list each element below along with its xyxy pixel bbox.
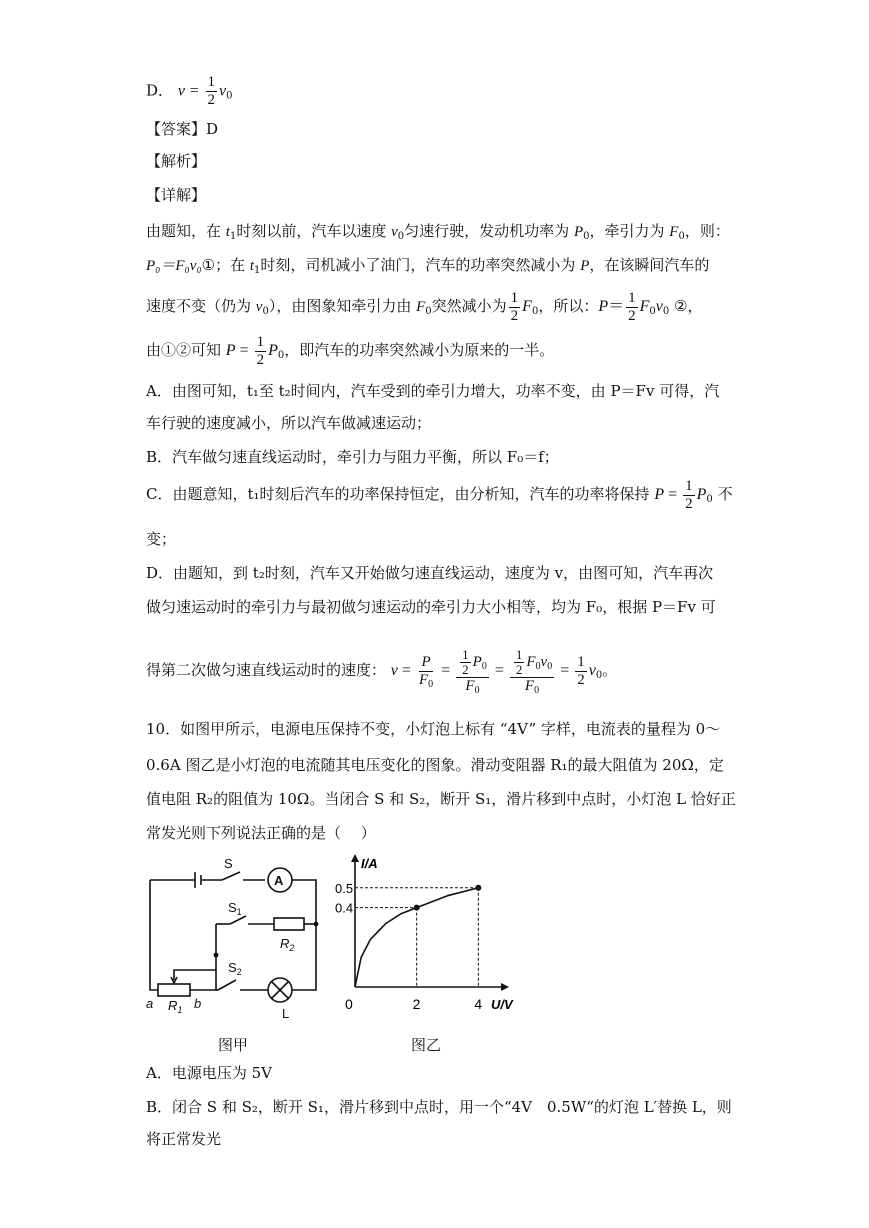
x-tick-label: 0 <box>345 996 353 1012</box>
question-10-line-3: 值电阻 R₂的阻值为 10Ω。当闭合 S 和 S₂，断开 S₁，滑片移到中点时，小灯泡 L 恰好正 <box>146 790 736 808</box>
fraction: $\frac{1}{2}$ <box>577 653 585 688</box>
current-voltage-graph <box>335 852 530 1017</box>
terminal-a-label: a <box>146 996 154 1011</box>
data-point <box>414 905 420 911</box>
detail-line-2: P₀＝F₀v₀①；在 $t_1$时刻，司机减小了油门，汽车的功率突然减小为 P，在该瞬间汽车的 <box>146 256 710 276</box>
y-axis-label: I/A <box>361 856 378 871</box>
ammeter-label: A <box>274 873 284 888</box>
switch-s-label: S <box>224 856 233 871</box>
fraction: $\frac{1}{2}$ <box>256 333 265 368</box>
fraction: $\frac{1}{2}$ <box>207 74 216 108</box>
q10-option-b-line-2: 将正常发光 <box>146 1130 222 1148</box>
option-d-line-2: 做匀速运动时的牵引力与最初做匀速运动的牵引力大小相等，均为 F₀，根据 P＝Fv 可 <box>146 598 716 616</box>
answer-line: 【答案】D <box>146 120 219 138</box>
detail-line-3: 速度不变（仍为 $v_0$），由图象知牵引力由 $F_0$突然减小为 $\frac{1}{2}$ $F_0$，所以：P＝ $\frac{1}{2}$ $F_0v_0$ ②， <box>146 289 703 324</box>
option-d-line-3: 得第二次做匀速直线运动时的速度： v = $\frac{P}{F_0}$ = $\frac{1}{2}$ $P_0$ $F_0$ = $\frac{1}{2}$ $F_0v_0$ $F_0$ = $\frac{1}{2}$ $v_0$。 <box>146 646 618 696</box>
fraction: $\frac{1}{2}$ $P_0$ $F_0$ <box>456 648 489 695</box>
x-tick-label: 4 <box>474 996 483 1012</box>
question-10-line-1: 10．如图甲所示，电源电压保持不变，小灯泡上标有 “4V” 字样，电流表的量程为 0～ <box>146 720 721 738</box>
option-c-line-2: 变； <box>146 530 177 548</box>
fraction: $\frac{1}{2}$ $F_0v_0$ $F_0$ <box>510 648 554 695</box>
fraction: $\frac{1}{2}$ <box>685 477 693 512</box>
detail-line-1: 由题知，在 $t_1$时刻以前，汽车以速度 $v_0$匀速行驶，发动机功率为 $P_0$，牵引力为 $F_0$，则： <box>146 222 730 242</box>
option-b-line: B．汽车做匀速直线运动时，牵引力与阻力平衡，所以 F₀＝f； <box>146 448 559 466</box>
question-10-line-4: 常发光则下列说法正确的是（ ） <box>146 824 376 842</box>
data-point <box>475 885 481 891</box>
switch-s2-label: $S_2$ <box>228 960 242 977</box>
option-a-line-2: 车行驶的速度减小，所以汽车做减速运动； <box>146 414 432 432</box>
option-a-line-1: A．由图可知，t₁至 t₂时间内，汽车受到的牵引力增大，功率不变，由 P＝Fv 可得，汽 <box>146 382 720 400</box>
q10-option-b-line-1: B．闭合 S 和 S₂，断开 S₁，滑片移到中点时，用一个“4V 0.5W“的灯泡 L′替换 L，则 <box>146 1098 732 1116</box>
option-c-line-1: C．由题意知，t₁时刻后汽车的功率保持恒定，由分析知，汽车的功率将保持 P = $\frac{1}{2}$ $P_0$ 不 <box>146 477 733 512</box>
math-eq: = <box>189 82 199 100</box>
fraction: $\frac{1}{2}$ <box>628 289 636 324</box>
r1-label: $R_1$ <box>168 998 183 1015</box>
math-var: v <box>219 82 227 100</box>
switch-s1-label: $S_1$ <box>228 900 242 917</box>
fraction: $\frac{1}{2}$ <box>510 289 519 324</box>
terminal-b-label: b <box>194 996 202 1011</box>
detail-line-4: 由①②可知 P = $\frac{1}{2}$ $P_0$，即汽车的功率突然减小为原来的一半。 <box>146 333 555 368</box>
graph-caption: 图乙 <box>411 1036 442 1054</box>
option-d-line-1: D．由题知，到 t₂时刻，汽车又开始做匀速直线运动，速度为 v，由图可知，汽车再次 <box>146 564 714 582</box>
circuit-diagram <box>140 852 330 1022</box>
y-tick-label: 0.4 <box>335 900 354 916</box>
detail-label: 【详解】 <box>146 186 207 204</box>
x-axis-label: U/V <box>491 997 513 1012</box>
fraction: $\frac{P}{F_0}$ <box>418 653 434 690</box>
circuit-caption: 图甲 <box>218 1036 249 1054</box>
question-10-line-2: 0.6A 图乙是小灯泡的电流随其电压变化的图象。滑动变阻器 R₁的最大阻值为 20Ω，定 <box>146 756 724 774</box>
analysis-label: 【解析】 <box>146 152 207 170</box>
x-tick-label: 2 <box>412 996 421 1012</box>
x-axis-arrow <box>501 983 509 991</box>
i-u-curve <box>355 888 478 987</box>
r2-label: $R_2$ <box>280 936 295 953</box>
math-var: v <box>177 82 185 100</box>
lamp-l-label: L <box>282 1006 290 1021</box>
option-label: D． <box>146 81 174 100</box>
prev-option-d: D． v = $\frac{1}{2}$ $v_0$ <box>146 74 233 108</box>
y-tick-label: 0.5 <box>335 880 354 896</box>
y-axis-arrow <box>351 854 359 862</box>
q10-option-a: A．电源电压为 5V <box>146 1064 272 1082</box>
